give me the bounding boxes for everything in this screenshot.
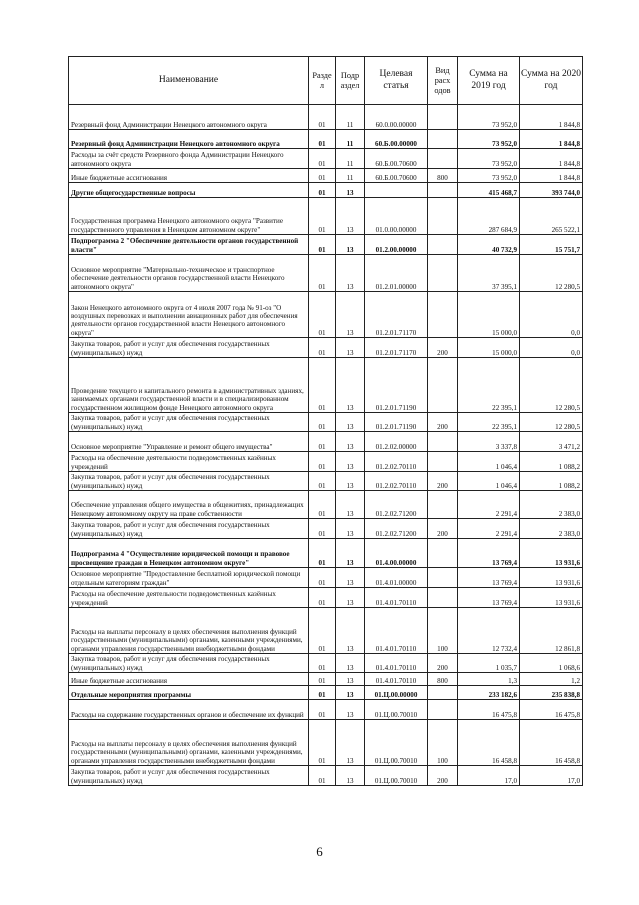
cell-name: Расходы на выплаты персоналу в целях обеспечения выполнения функций государственными (муниципальными) органами, казенными учреждениями, органами управления государственными внебюджетными фондами	[69, 608, 309, 654]
table-row	[69, 673, 583, 686]
cell-subsection: 13	[336, 673, 365, 686]
cell-sum-2020: 17,0	[520, 766, 583, 786]
cell-section: 01	[309, 105, 336, 130]
cell-sum-2019: 12 732,4	[458, 608, 520, 654]
cell-subsection: 13	[336, 568, 365, 588]
table-row	[69, 568, 583, 588]
table-row	[69, 720, 583, 766]
cell-target: 01.2.01.71190	[365, 358, 428, 413]
cell-section: 01	[309, 432, 336, 452]
cell-sum-2020: 15 751,7	[520, 235, 583, 255]
cell-section: 01	[309, 452, 336, 472]
cell-expense-type: 100	[428, 720, 458, 766]
cell-expense-type	[428, 358, 458, 413]
cell-target: 01.4.01.70110	[365, 608, 428, 654]
header-section: Разде л	[309, 57, 336, 105]
table-row	[69, 766, 583, 786]
cell-target: 01.4.01.70110	[365, 654, 428, 673]
cell-sum-2019: 13 769,4	[458, 568, 520, 588]
cell-subsection: 13	[336, 292, 365, 338]
budget-table	[68, 56, 583, 786]
table-body	[69, 105, 583, 786]
cell-target: 01.4.01.70110	[365, 673, 428, 686]
cell-sum-2020: 1 068,6	[520, 654, 583, 673]
cell-target: 01.2.02.00000	[365, 432, 428, 452]
cell-sum-2020: 1 088,2	[520, 472, 583, 491]
cell-sum-2019: 22 395,1	[458, 358, 520, 413]
cell-sum-2020: 13 931,6	[520, 588, 583, 608]
cell-subsection: 13	[336, 255, 365, 292]
cell-section: 01	[309, 130, 336, 149]
cell-subsection: 13	[336, 519, 365, 539]
cell-sum-2019: 13 769,4	[458, 588, 520, 608]
cell-subsection: 13	[336, 700, 365, 720]
table-row	[69, 130, 583, 149]
cell-section: 01	[309, 169, 336, 183]
cell-name: Иные бюджетные ассигнования	[69, 673, 309, 686]
cell-section: 01	[309, 568, 336, 588]
cell-name: Закупка товаров, работ и услуг для обеспечения государственных (муниципальных) нужд	[69, 654, 309, 673]
cell-sum-2019: 73 952,0	[458, 130, 520, 149]
cell-subsection: 13	[336, 686, 365, 700]
cell-sum-2020: 12 861,8	[520, 608, 583, 654]
cell-expense-type: 200	[428, 338, 458, 358]
cell-sum-2019: 73 952,0	[458, 149, 520, 169]
cell-subsection: 13	[336, 183, 365, 198]
cell-target: 60.Б.00.00000	[365, 130, 428, 149]
cell-sum-2020: 3 471,2	[520, 432, 583, 452]
cell-sum-2020: 235 838,8	[520, 686, 583, 700]
cell-expense-type	[428, 568, 458, 588]
table-row	[69, 338, 583, 358]
cell-section: 01	[309, 720, 336, 766]
cell-sum-2020: 0,0	[520, 292, 583, 338]
cell-expense-type	[428, 432, 458, 452]
page-number: 6	[316, 844, 323, 859]
table-row	[69, 686, 583, 700]
cell-target: 01.4.01.00000	[365, 568, 428, 588]
cell-sum-2019: 415 468,7	[458, 183, 520, 198]
table-row	[69, 105, 583, 130]
cell-expense-type	[428, 539, 458, 568]
table-row	[69, 452, 583, 472]
table-row	[69, 700, 583, 720]
table-row	[69, 169, 583, 183]
cell-subsection: 11	[336, 130, 365, 149]
table-header-row	[69, 57, 583, 105]
cell-expense-type: 800	[428, 673, 458, 686]
cell-name: Другие общегосударственные вопросы	[69, 183, 309, 198]
cell-sum-2019: 40 732,9	[458, 235, 520, 255]
table-row	[69, 491, 583, 519]
cell-subsection: 13	[336, 432, 365, 452]
cell-target: 01.2.01.00000	[365, 255, 428, 292]
cell-sum-2020: 1,2	[520, 673, 583, 686]
cell-name: Закон Ненецкого автономного округа от 4 июля 2007 года № 91-оз "О воздушных перевозках и выполнении авиационных работ для обеспечения деятельности органов государственной власти Ненецкого автономного округа"	[69, 292, 309, 338]
cell-name: Иные бюджетные ассигнования	[69, 169, 309, 183]
cell-target: 01.Ц.00.70010	[365, 766, 428, 786]
cell-sum-2020: 12 280,5	[520, 413, 583, 432]
table-row	[69, 235, 583, 255]
cell-name: Отдельные мероприятия программы	[69, 686, 309, 700]
cell-sum-2019: 1 046,4	[458, 472, 520, 491]
cell-section: 01	[309, 149, 336, 169]
cell-name: Основное мероприятие "Предоставление бесплатной юридической помощи отдельным категориям граждан"	[69, 568, 309, 588]
cell-name: Закупка товаров, работ и услуг для обеспечения государственных (муниципальных) нужд	[69, 519, 309, 539]
cell-name: Основное мероприятие "Материально-техническое и транспортное обеспечение деятельности органов государственной власти Ненецкого автономного округа"	[69, 255, 309, 292]
cell-target: 01.2.01.71170	[365, 292, 428, 338]
cell-section: 01	[309, 183, 336, 198]
cell-expense-type: 200	[428, 519, 458, 539]
cell-subsection: 13	[336, 539, 365, 568]
cell-expense-type	[428, 700, 458, 720]
cell-target: 01.2.02.70110	[365, 452, 428, 472]
cell-subsection: 13	[336, 338, 365, 358]
cell-expense-type: 800	[428, 169, 458, 183]
table-row	[69, 198, 583, 235]
cell-expense-type	[428, 292, 458, 338]
cell-section: 01	[309, 539, 336, 568]
cell-sum-2019: 2 291,4	[458, 519, 520, 539]
cell-sum-2019: 73 952,0	[458, 169, 520, 183]
cell-sum-2020: 16 475,8	[520, 700, 583, 720]
table-row	[69, 519, 583, 539]
cell-sum-2020: 13 931,6	[520, 568, 583, 588]
header-target: Целевая статья	[365, 57, 428, 105]
cell-name: Расходы на выплаты персоналу в целях обеспечения выполнения функций государственными (муниципальными) органами, казенными учреждениями, органами управления государственными внебюджетными фондами	[69, 720, 309, 766]
cell-section: 01	[309, 588, 336, 608]
cell-section: 01	[309, 358, 336, 413]
cell-sum-2020: 16 458,8	[520, 720, 583, 766]
cell-sum-2020: 2 383,0	[520, 491, 583, 519]
cell-sum-2019: 37 395,1	[458, 255, 520, 292]
cell-section: 01	[309, 292, 336, 338]
cell-sum-2020: 1 844,8	[520, 149, 583, 169]
cell-name: Закупка товаров, работ и услуг для обеспечения государственных (муниципальных) нужд	[69, 472, 309, 491]
cell-sum-2019: 287 684,9	[458, 198, 520, 235]
cell-section: 01	[309, 198, 336, 235]
cell-section: 01	[309, 338, 336, 358]
cell-target: 01.Ц.00.70010	[365, 720, 428, 766]
cell-subsection: 13	[336, 491, 365, 519]
header-expense-type: Вид расх одов	[428, 57, 458, 105]
cell-sum-2020: 1 844,8	[520, 169, 583, 183]
cell-sum-2020: 13 931,6	[520, 539, 583, 568]
header-sum-2020: Сумма на 2020 год	[520, 57, 583, 105]
cell-expense-type: 200	[428, 766, 458, 786]
cell-name: Расходы на содержание государственных органов и обеспечение их функций	[69, 700, 309, 720]
cell-section: 01	[309, 472, 336, 491]
cell-target: 01.Ц.00.70010	[365, 700, 428, 720]
cell-sum-2019: 13 769,4	[458, 539, 520, 568]
cell-expense-type: 200	[428, 654, 458, 673]
header-subsection: Подр аздел	[336, 57, 365, 105]
table-row	[69, 413, 583, 432]
cell-section: 01	[309, 673, 336, 686]
cell-subsection: 13	[336, 413, 365, 432]
cell-sum-2020: 12 280,5	[520, 358, 583, 413]
cell-name: Обеспечение управления общего имущества в общежитиях, принадлежащих Ненецкому автономному округу на праве собственности	[69, 491, 309, 519]
cell-sum-2020: 12 280,5	[520, 255, 583, 292]
cell-section: 01	[309, 654, 336, 673]
cell-target: 01.0.00.00000	[365, 198, 428, 235]
cell-section: 01	[309, 766, 336, 786]
cell-target: 01.2.01.71170	[365, 338, 428, 358]
header-sum-2019: Сумма на 2019 год	[458, 57, 520, 105]
cell-sum-2020: 0,0	[520, 338, 583, 358]
cell-section: 01	[309, 608, 336, 654]
cell-target: 01.2.02.71200	[365, 491, 428, 519]
cell-expense-type	[428, 130, 458, 149]
cell-name: Основное мероприятие "Управление и ремонт общего имущества"	[69, 432, 309, 452]
cell-name: Государственная программа Ненецкого автономного округа "Развитие государственного управления в Ненецком автономном округе"	[69, 198, 309, 235]
cell-sum-2019: 16 475,8	[458, 700, 520, 720]
cell-expense-type: 200	[428, 413, 458, 432]
cell-name: Проведение текущего и капитального ремонта в административных зданиях, занимаемых органами государственной власти и в специализированном государственном жилищном фонде Ненецкого автономного округа	[69, 358, 309, 413]
cell-expense-type	[428, 235, 458, 255]
cell-sum-2019: 1 035,7	[458, 654, 520, 673]
cell-sum-2020: 393 744,0	[520, 183, 583, 198]
cell-section: 01	[309, 413, 336, 432]
cell-subsection: 11	[336, 105, 365, 130]
cell-expense-type	[428, 452, 458, 472]
cell-subsection: 13	[336, 472, 365, 491]
table-row	[69, 292, 583, 338]
cell-target: 01.Ц.00.00000	[365, 686, 428, 700]
cell-subsection: 13	[336, 766, 365, 786]
cell-target: 01.2.02.70110	[365, 472, 428, 491]
cell-target: 60.Б.00.70600	[365, 149, 428, 169]
cell-section: 01	[309, 700, 336, 720]
cell-sum-2020: 1 844,8	[520, 105, 583, 130]
cell-section: 01	[309, 519, 336, 539]
cell-name: Расходы на обеспечение деятельности подведомственных казённых учреждений	[69, 452, 309, 472]
cell-sum-2019: 15 000,0	[458, 338, 520, 358]
cell-sum-2019: 3 337,8	[458, 432, 520, 452]
cell-expense-type	[428, 198, 458, 235]
cell-target: 01.2.01.71190	[365, 413, 428, 432]
cell-subsection: 13	[336, 720, 365, 766]
cell-expense-type	[428, 588, 458, 608]
cell-sum-2020: 1 844,8	[520, 130, 583, 149]
cell-target: 60.Б.00.70600	[365, 169, 428, 183]
cell-target	[365, 183, 428, 198]
table-row	[69, 588, 583, 608]
cell-sum-2019: 22 395,1	[458, 413, 520, 432]
cell-expense-type	[428, 491, 458, 519]
cell-sum-2019: 1 046,4	[458, 452, 520, 472]
cell-subsection: 13	[336, 654, 365, 673]
cell-sum-2019: 17,0	[458, 766, 520, 786]
cell-subsection: 13	[336, 198, 365, 235]
cell-sum-2020: 2 383,0	[520, 519, 583, 539]
cell-sum-2020: 265 522,1	[520, 198, 583, 235]
cell-expense-type	[428, 183, 458, 198]
cell-target: 01.4.00.00000	[365, 539, 428, 568]
cell-name: Расходы на обеспечение деятельности подведомственных казённых учреждений	[69, 588, 309, 608]
cell-expense-type: 200	[428, 472, 458, 491]
table-row	[69, 149, 583, 169]
table-row	[69, 358, 583, 413]
cell-name: Расходы за счёт средств Резервного фонда Администрации Ненецкого автономного округа	[69, 149, 309, 169]
cell-sum-2019: 1,3	[458, 673, 520, 686]
cell-name: Резервный фонд Администрации Ненецкого автономного округа	[69, 130, 309, 149]
table-row	[69, 432, 583, 452]
cell-sum-2019: 2 291,4	[458, 491, 520, 519]
cell-expense-type: 100	[428, 608, 458, 654]
cell-sum-2019: 16 458,8	[458, 720, 520, 766]
table-row	[69, 654, 583, 673]
cell-sum-2019: 15 000,0	[458, 292, 520, 338]
cell-expense-type	[428, 255, 458, 292]
table-row	[69, 539, 583, 568]
cell-expense-type	[428, 149, 458, 169]
cell-subsection: 11	[336, 169, 365, 183]
cell-sum-2019: 73 952,0	[458, 105, 520, 130]
header-name: Наименование	[69, 57, 309, 105]
cell-subsection: 13	[336, 358, 365, 413]
cell-sum-2020: 1 088,2	[520, 452, 583, 472]
cell-target: 60.0.00.00000	[365, 105, 428, 130]
cell-subsection: 13	[336, 588, 365, 608]
cell-target: 01.2.02.71200	[365, 519, 428, 539]
cell-name: Резервный фонд Администрации Ненецкого автономного округа	[69, 105, 309, 130]
cell-name: Закупка товаров, работ и услуг для обеспечения государственных (муниципальных) нужд	[69, 413, 309, 432]
cell-subsection: 11	[336, 149, 365, 169]
cell-subsection: 13	[336, 608, 365, 654]
cell-name: Закупка товаров, работ и услуг для обеспечения государственных (муниципальных) нужд	[69, 766, 309, 786]
cell-name: Подпрограмма 2 "Обеспечение деятельности органов государственной власти"	[69, 235, 309, 255]
cell-subsection: 13	[336, 235, 365, 255]
table-row	[69, 472, 583, 491]
cell-subsection: 13	[336, 452, 365, 472]
cell-name: Закупка товаров, работ и услуг для обеспечения государственных (муниципальных) нужд	[69, 338, 309, 358]
table-row	[69, 183, 583, 198]
cell-section: 01	[309, 686, 336, 700]
cell-expense-type	[428, 686, 458, 700]
table-row	[69, 608, 583, 654]
table-row	[69, 255, 583, 292]
cell-target: 01.4.01.70110	[365, 588, 428, 608]
cell-target: 01.2.00.00000	[365, 235, 428, 255]
cell-name: Подпрограмма 4 "Осуществление юридической помощи и правовое просвещение граждан в Ненецком автономном округе"	[69, 539, 309, 568]
cell-expense-type	[428, 105, 458, 130]
cell-section: 01	[309, 491, 336, 519]
cell-section: 01	[309, 255, 336, 292]
cell-sum-2019: 233 182,6	[458, 686, 520, 700]
cell-section: 01	[309, 235, 336, 255]
